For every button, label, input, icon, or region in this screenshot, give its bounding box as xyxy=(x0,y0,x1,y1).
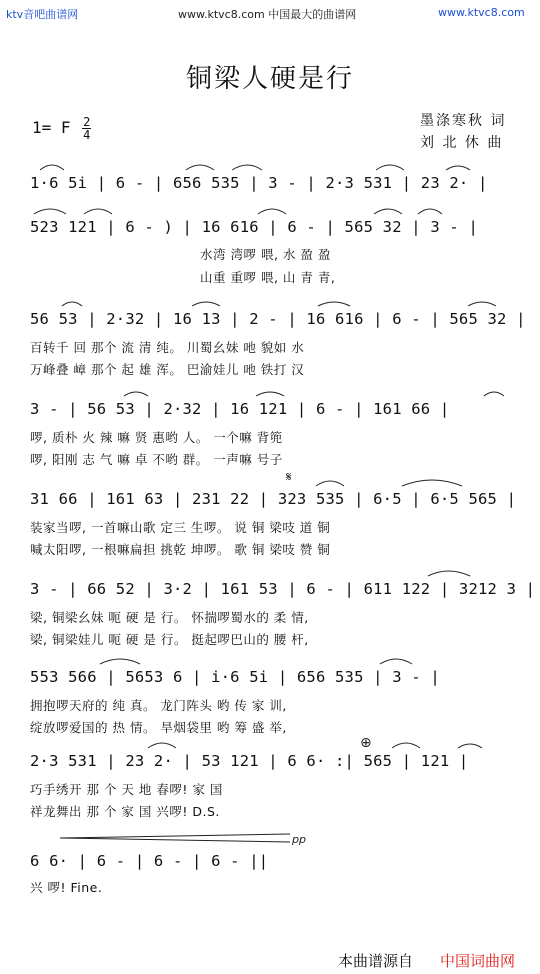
lyric-line-5a: 装家当啰, 一首嘛山歌 定三 生啰。 说 铜 梁吱 道 铜 xyxy=(30,520,331,535)
lyric-line-5b: 喊太阳啰, 一根嘛扁担 挑乾 坤啰。 歌 铜 梁吱 赞 铜 xyxy=(30,542,331,557)
notation-line-2: 523 121 | 6 - ) | 16 616 | 6 - | 565 32 | 3 - | xyxy=(30,218,478,236)
notation-line-3: 56 53 | 2·32 | 16 13 | 2 - | 16 616 | 6 - | 565 32 | xyxy=(30,310,526,328)
site-url[interactable]: www.ktvc8.com xyxy=(438,6,525,19)
lyric-line-7b: 绽放啰爱国的 热 情。 旱烟袋里 哟 筹 盛 举, xyxy=(30,720,287,735)
lyric-line-3b: 万峰叠 嶂 那个 起 雄 浑。 巴渝娃儿 吔 铁打 汉 xyxy=(30,362,305,377)
site-tagline[interactable]: www.ktvc8.com 中国最大的曲谱网 xyxy=(178,8,357,21)
lyric-line-6a: 梁, 铜梁幺妹 呃 硬 是 行。 怀揣啰蜀水的 柔 情, xyxy=(30,610,309,625)
composer-credit: 刘 北 休 曲 xyxy=(420,135,504,151)
lyric-line-2a: 水湾 湾啰 喂, 水 盈 盈 xyxy=(200,247,331,262)
site-logo-text[interactable]: ktv音吧曲谱网 xyxy=(6,8,79,21)
lyric-line-4a: 啰, 质朴 火 辣 嘛 贤 惠哟 人。 一个嘛 背篼 xyxy=(30,430,283,445)
time-sig-top: 2 xyxy=(83,115,91,129)
notation-line-1: 1·6 5i | 6 - | 656 535 | 3 - | 2·3 531 | 23 2· | xyxy=(30,174,488,192)
notation-line-7: 553 566 | 5653 6 | i·6 5i | 656 535 | 3 - | xyxy=(30,668,440,686)
dynamic-pp: pp xyxy=(292,833,306,846)
lyric-line-6b: 梁, 铜梁娃儿 呃 硬 是 行。 挺起啰巴山的 腰 杆, xyxy=(30,632,309,647)
song-title: 铜梁人硬是行 xyxy=(185,64,354,94)
notation-line-5: 31 66 | 161 63 | 231 22 | 323 535 | 6·5 | 6·5 565 | xyxy=(30,490,517,508)
lyricist-credit: 墨涤寒秋 词 xyxy=(420,113,507,129)
segno-sign: 𝄋 xyxy=(286,470,292,485)
lyric-line-7a: 拥抱啰天府的 纯 真。 龙门阵头 哟 传 家 训, xyxy=(30,698,287,713)
lyric-line-8b: 祥龙舞出 那 个 家 国 兴啰! D.S. xyxy=(30,804,220,819)
notation-line-4: 3 - | 56 53 | 2·32 | 16 121 | 6 - | 161 66 | xyxy=(30,400,450,418)
source-label: 本曲谱源自 xyxy=(338,952,414,970)
lyric-line-2b: 山重 重啰 喂, 山 青 青, xyxy=(200,270,336,285)
notation-line-8: 2·3 531 | 23 2· | 53 121 | 6 6· :| 565 | 121 | xyxy=(30,752,469,770)
lyric-line-9: 兴 啰! Fine. xyxy=(30,880,103,895)
notation-line-6: 3 - | 66 52 | 3·2 | 161 53 | 6 - | 611 122 | 3212 3 | xyxy=(30,580,536,598)
source-site-link[interactable]: 中国词曲网 xyxy=(440,952,516,970)
key-label: 1= F xyxy=(32,118,71,137)
coda-sign: ⊕ xyxy=(360,735,372,751)
lyric-line-8a: 巧手绣开 那 个 天 地 春啰! 家 国 xyxy=(30,782,223,797)
lyric-line-4b: 啰, 阳刚 志 气 嘛 卓 不哟 群。 一声嘛 号子 xyxy=(30,452,283,467)
time-sig-bottom: 4 xyxy=(83,128,91,142)
lyric-line-3a: 百转千 回 那个 流 清 纯。 川蜀幺妹 吔 貌如 水 xyxy=(30,340,305,355)
notation-line-9: 6 6· | 6 - | 6 - | 6 - || xyxy=(30,852,269,870)
